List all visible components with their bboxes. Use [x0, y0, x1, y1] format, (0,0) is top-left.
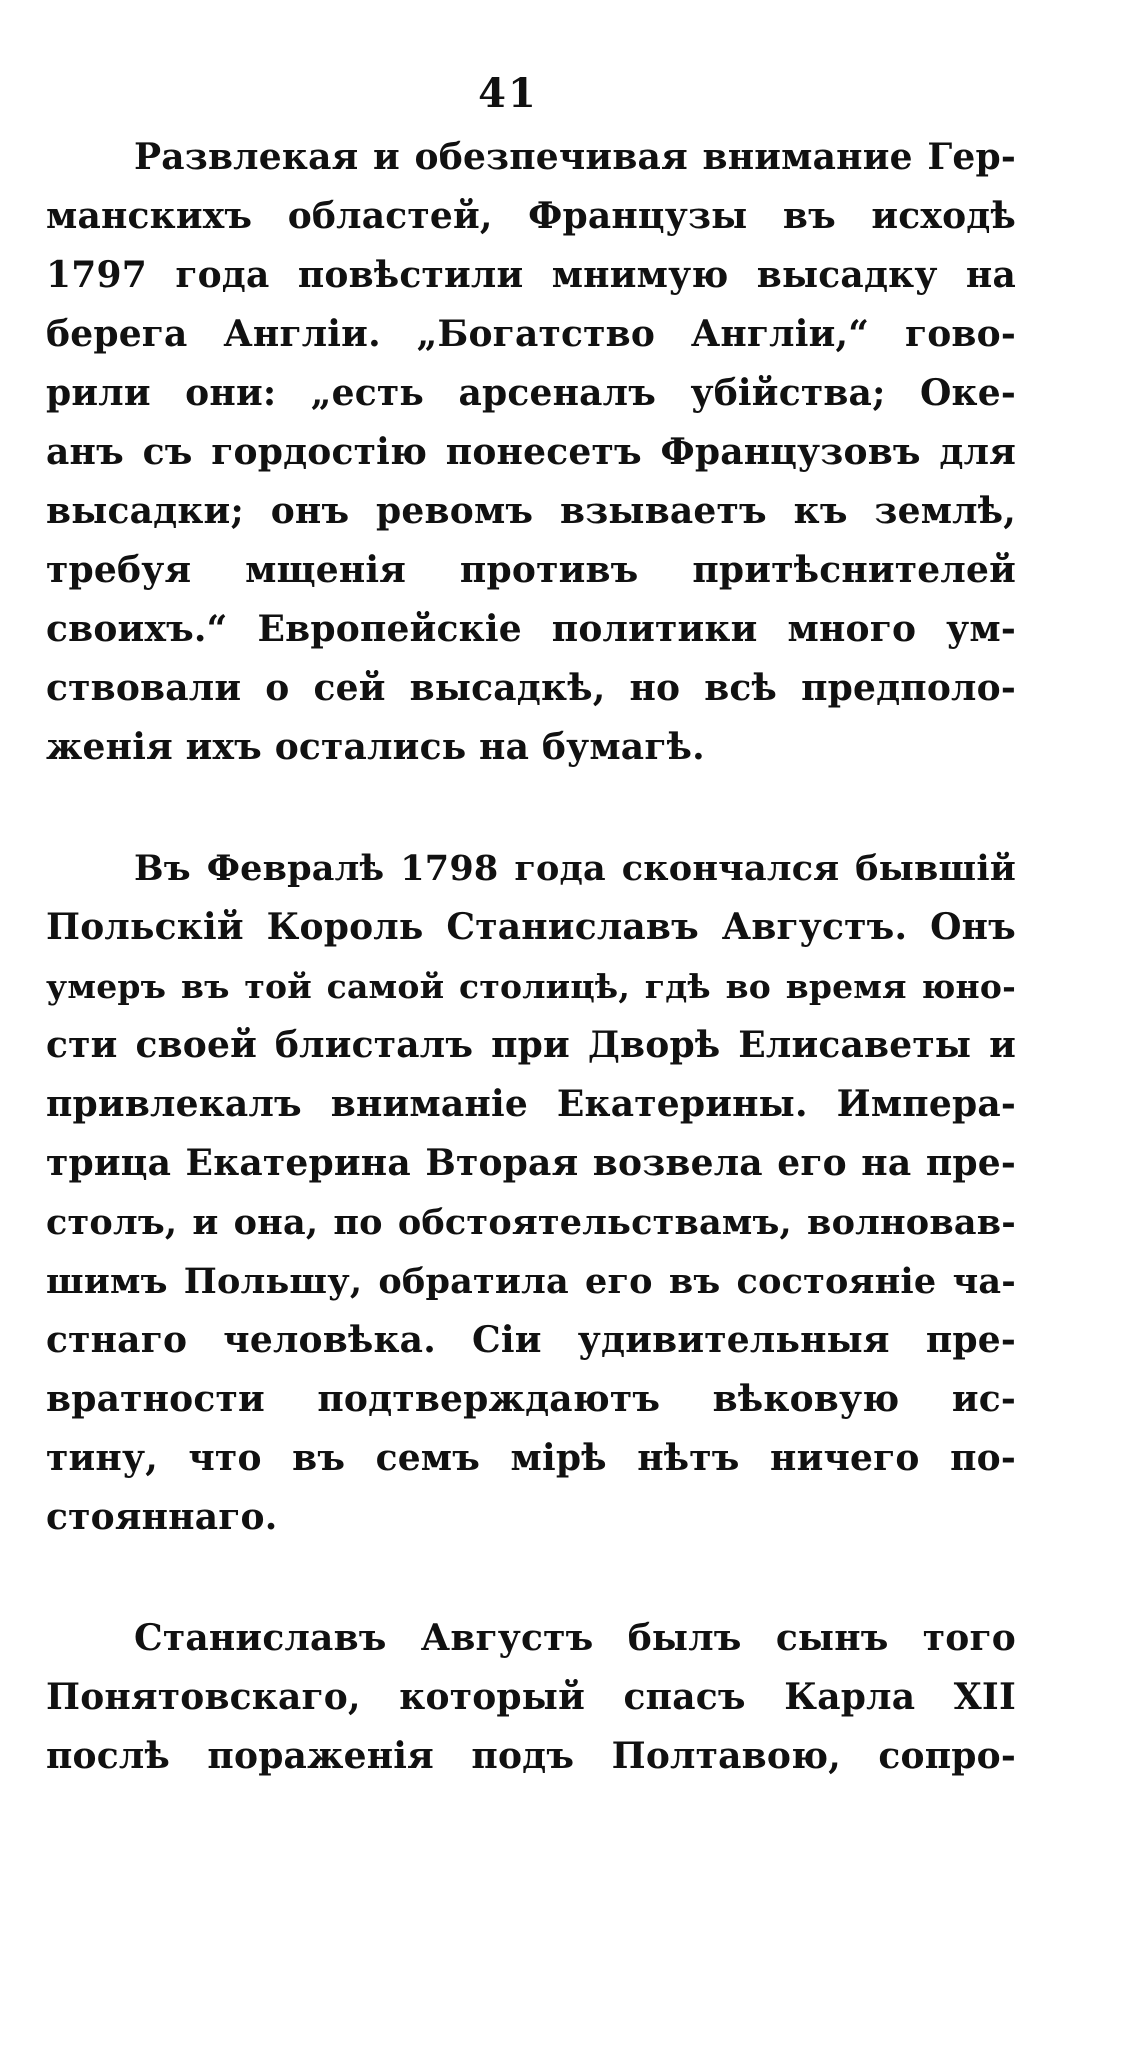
paragraph-3: [46, 1609, 1016, 1786]
text-line: берега Англіи. „Богатство Англіи,“ гово-: [46, 313, 1016, 355]
text-line: требуя мщенія противъ притѣснителей: [46, 549, 1016, 591]
text-line: стнаго человѣка. Сіи удивительныя пре-: [46, 1319, 1016, 1361]
text-line: Въ Февралѣ 1798 года скончался бывшій: [134, 848, 1016, 889]
text-line: ствовали о сей высадкѣ, но всѣ предполо-: [46, 667, 1016, 709]
text-line: вратности подтверждаютъ вѣковую ис-: [46, 1378, 1016, 1420]
text-line: умеръ въ той самой столицѣ, гдѣ во время юно-: [46, 967, 1016, 1006]
text-line: манскихъ областей, Французы въ исходѣ: [46, 195, 1016, 237]
paragraph-gap: [46, 777, 1016, 839]
text-line: стояннаго.: [46, 1496, 278, 1538]
text-line: Развлекая и обезпечивая внимание Гер-: [134, 136, 1016, 178]
text-line: тину, что въ семъ мірѣ нѣтъ ничего по-: [46, 1437, 1016, 1479]
text-line: послѣ пораженія подъ Полтавою, сопро-: [46, 1735, 1016, 1777]
text-line: 1797 года повѣстили мнимую высадку на: [46, 254, 1016, 296]
text-line: привлекалъ вниманіе Екатерины. Импера-: [46, 1083, 1016, 1125]
text-line: анъ съ гордостію понесетъ Французовъ для: [46, 431, 1016, 473]
text-line: сти своей блисталъ при Дворѣ Елисаветы и: [46, 1024, 1016, 1066]
text-line: Станиславъ Августъ былъ сынъ того: [134, 1617, 1016, 1659]
paragraph-2: [46, 839, 1016, 1547]
text-line: трица Екатерина Вторая возвела его на пре-: [46, 1142, 1016, 1184]
text-line: Понятовскаго, который спасъ Карла XII: [46, 1676, 1016, 1718]
text-line: высадки; онъ ревомъ взываетъ къ землѣ,: [46, 490, 1016, 532]
text-line: Польскій Король Станиславъ Августъ. Онъ: [46, 906, 1016, 948]
paragraph-1: [46, 128, 1016, 777]
body-text: [46, 128, 1016, 1786]
text-line: своихъ.“ Европейскіе политики много ум-: [46, 608, 1016, 650]
paragraph-gap: [46, 1547, 1016, 1609]
text-line: рили они: „есть арсеналъ убійства; Оке-: [46, 372, 1016, 414]
text-line: женія ихъ остались на бумагѣ.: [46, 726, 705, 768]
page-number: 41: [478, 70, 538, 117]
text-line: столъ, и она, по обстоятельствамъ, волновав-: [46, 1202, 1016, 1243]
text-line: шимъ Польшу, обратила его въ состояніе ча-: [46, 1261, 1016, 1302]
